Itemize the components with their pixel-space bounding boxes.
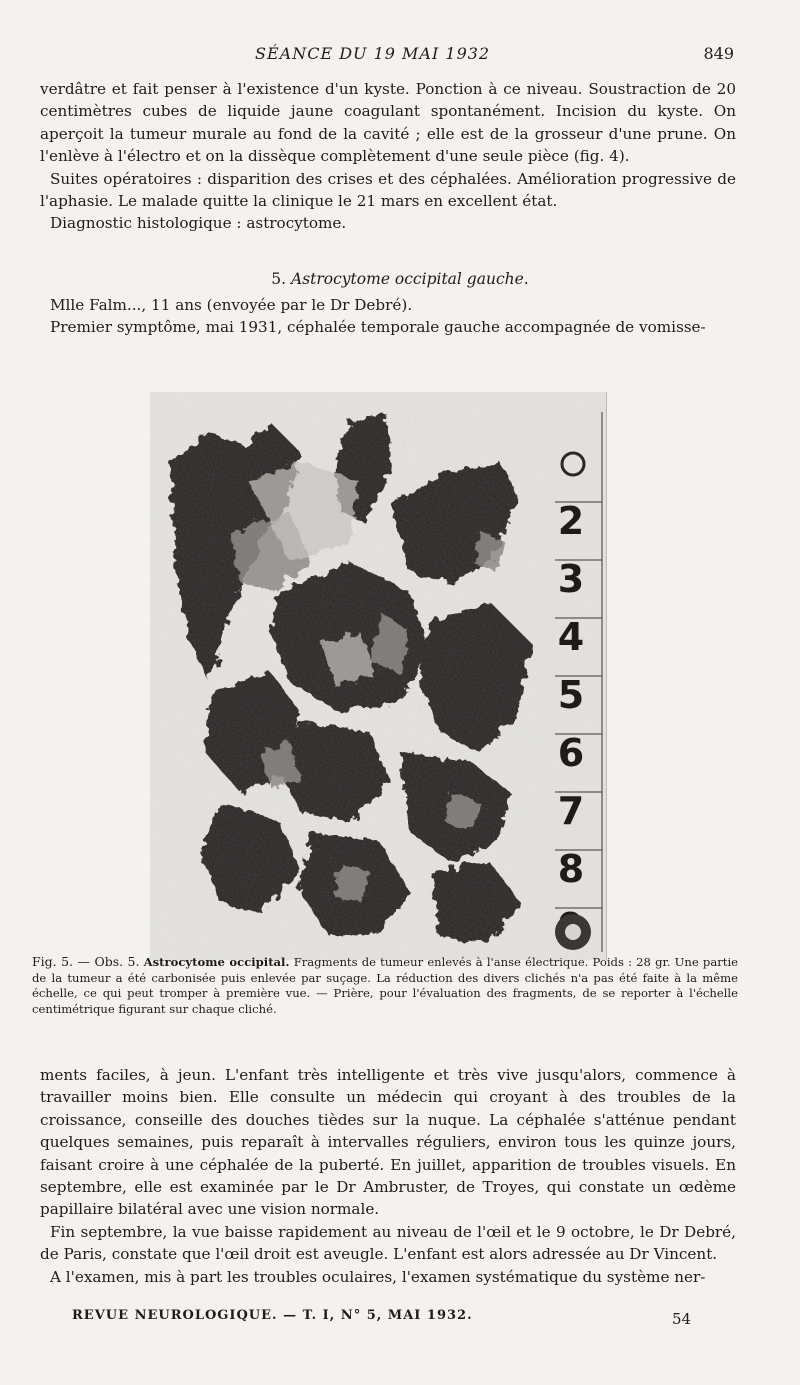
paragraph: Diagnostic histologique : astrocytome. (50, 214, 347, 233)
running-title: SÉANCE DU 19 MAI 1932 (255, 44, 491, 63)
tumor-photograph (150, 392, 607, 960)
scale-number: 7 (557, 789, 585, 833)
page-header (0, 44, 800, 68)
scale-number: 5 (557, 673, 585, 717)
page-number: 849 (703, 44, 734, 63)
figure-label: Fig. 5. — Obs. 5. (32, 954, 140, 969)
scale-number: 3 (557, 557, 585, 601)
tumor-fragments-image (150, 392, 606, 960)
section-title: Astrocytome occipital gauche. (291, 270, 529, 288)
page-footer (0, 1308, 800, 1330)
paragraph: verdâtre et fait penser à l'existence d'un kyste. Ponction à ce niveau. Soustraction de 20 centimètres cubes de liquide jaune coagulant spontanément. Incision du kyste. On aperçoit la tumeur murale au fond de la cavité ; elle est de la grosseur d'une prune. On l'enlève à l'électro et on la dissèque complètement d'une seule pièce (fig. 4). (40, 80, 736, 166)
paragraph: Mlle Falm..., 11 ans (envoyée par le Dr Debré). (50, 296, 413, 314)
scale-number: 8 (557, 847, 585, 891)
paragraph: Suites opératoires : disparition des crises et des céphalées. Amélioration progressive de l'aphasie. Le malade quitte la clinique le 21 mars en excellent état. (40, 169, 736, 211)
paragraph: Premier symptôme, mai 1931, céphalée temporale gauche accompagnée de vomisse- (50, 318, 706, 337)
journal-reference: REVUE NEUROLOGIQUE. — T. I, N° 5, MAI 1932. (72, 1308, 473, 1323)
section-heading (0, 270, 800, 288)
paragraph: A l'examen, mis à part les troubles oculaires, l'examen systématique du système ner- (50, 1267, 706, 1286)
figure-caption-text: Fragments de tumeur enlevés à l'anse électrique. Poids : 28 gr. Une partie de la tumeur a été carbonisée puis enlevée par suçage. La réduction des divers clichés n'a pas été faite à la même échelle, ce qui peut tromper à première vue. — Prière, pour l'évaluation des fragments, de se reporter à l'échelle centimétrique figurant sur chaque cliché. (32, 955, 739, 1016)
paragraph: ments faciles, à jeun. L'enfant très intelligente et très vive jusqu'alors, commence à travailler moins bien. Elle consulte un médecin qui croyant à des troubles de la croissance, conseille des douches tièdes sur la nuque. La céphalée s'atténue pendant quelques semaines, puis reparaît à intervalles réguliers, environ tous les quinze jours, faisant croire à une céphalée de la puberté. En juillet, apparition de troubles visuels. En septembre, elle est examinée par le Dr Ambruster, de Troyes, qui constate un œdème papillaire bilatéral avec une vision normale. (40, 1066, 736, 1219)
figure-caption-title: Astrocytome occipital. (143, 955, 290, 969)
sheet-number: 54 (672, 1310, 692, 1328)
case-continuation (40, 78, 736, 235)
section-number: 5. (271, 270, 287, 288)
scale-number: 4 (557, 615, 585, 659)
patient-intro (40, 294, 736, 339)
figure-caption (32, 954, 738, 1017)
case-history (40, 1064, 736, 1288)
paragraph: Fin septembre, la vue baisse rapidement au niveau de l'œil et le 9 octobre, le Dr Debré, de Paris, constate que l'œil droit est aveugle. L'enfant est alors adressée au Dr Vincent. (40, 1222, 736, 1264)
scale-number: 2 (557, 499, 585, 543)
scale-number: 6 (557, 731, 585, 775)
